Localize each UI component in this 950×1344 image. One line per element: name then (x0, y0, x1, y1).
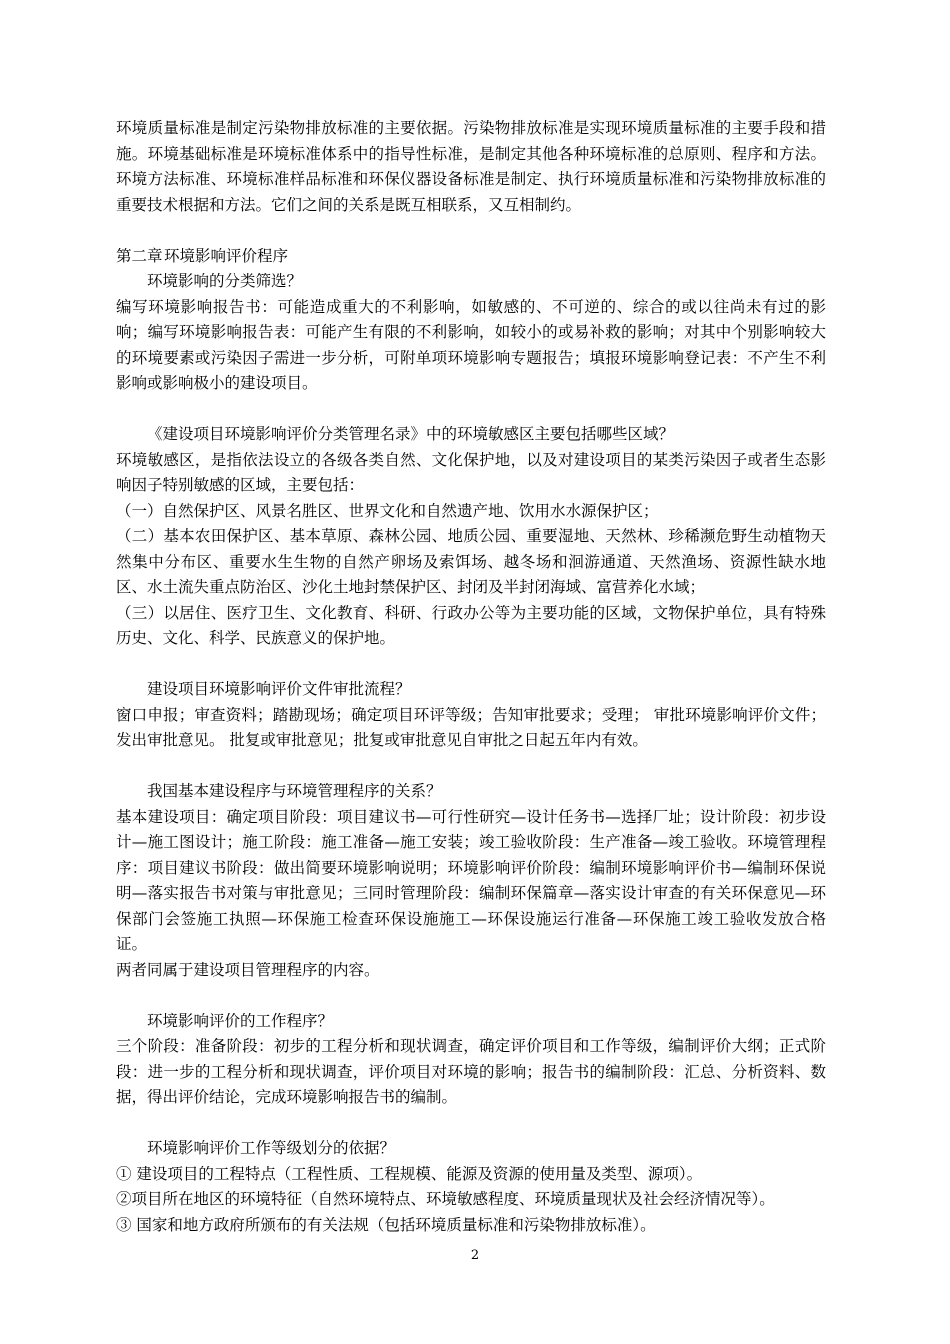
spacer (116, 1111, 826, 1137)
section-answer: 两者同属于建设项目管理程序的内容。 (116, 960, 380, 979)
chapter-title: 环境影响评价程序 (164, 246, 289, 265)
spacer (116, 652, 826, 678)
section-answer: 基本建设项目：确定项目阶段：项目建议书—可行性研究—设计任务书—选择厂址；设计阶段：初步设计—施工图设计；施工阶段：施工准备—施工安装；竣工验收阶段：生产准备—竣工验收。环境管理程序：项目建议书阶段：做出简要环境影响说明；环境影响评价阶段：编制环境影响评价书—编制环保说明—落实报告书对策与审批意见；三同时管理阶段：编制环保篇章—落实设计审查的有关环保意见—环保部门会签施工执照—环保施工检查环保设施施工—环保设施运行准备—环保施工竣工验收发放合格证。 (116, 807, 826, 953)
section-question: 环境影响评价工作等级划分的依据？ (147, 1139, 396, 1157)
chapter-number: 第二章 (116, 246, 163, 265)
section-work-procedure (116, 1009, 826, 1111)
section-answer: （二）基本农田保护区、基本草原、森林公园、地质公园、重要湿地、天然林、珍稀濒危野生动植物天然集中分布区、重要水生生物的自然产卵场及索饵场、越冬场和洄游通道、天然渔场、资源性缺水地区、水土流失重点防治区、沙化土地封禁保护区、封闭及半封闭海域、富营养化水域； (116, 527, 826, 596)
spacer (116, 397, 826, 423)
section-answer: 编写环境影响报告书：可能造成重大的不利影响，如敏感的、不可逆的、综合的或以往尚未有过的影响；编写环境影响报告表：可能产生有限的不利影响，如较小的或易补救的影响；对其中个别影响较大的环境要素或污染因子需进一步分析，可附单项环境影响专题报告；填报环境影响登记表：不产生不利影响或影响极小的建设项目。 (116, 297, 826, 392)
section-answer: （一）自然保护区、风景名胜区、世界文化和自然遗产地、饮用水水源保护区； (116, 501, 659, 520)
section-question: 《建设项目环境影响评价分类管理名录》中的环境敏感区主要包括哪些区域？ (147, 425, 675, 443)
chapter-heading (116, 244, 826, 270)
section-sensitive-areas (116, 422, 826, 652)
section-grading-basis (116, 1136, 826, 1238)
section-answer: 窗口申报；审查资料；踏勘现场；确定项目环评等级；告知审批要求；受理； 审批环境影响评价文件；发出审批意见。 批复或审批意见；批复或审批意见自审批之日起五年内有效。 (116, 705, 826, 749)
section-answer: （三）以居住、医疗卫生、文化教育、科研、行政办公等为主要功能的区域，文物保护单位，具有特殊历史、文化、科学、民族意义的保护地。 (116, 603, 826, 647)
section-construction-relationship (116, 779, 826, 983)
section-approval-process (116, 677, 826, 754)
intro-paragraph: 环境质量标准是制定污染物排放标准的主要依据。污染物排放标准是实现环境质量标准的主要手段和措施。环境基础标准是环境标准体系中的指导性标准，是制定其他各种环境标准的总原则、程序和方法。环境方法标准、环境标准样品标准和环保仪器设备标准是制定、执行环境质量标准和污染物排放标准的重要技术根据和方法。它们之间的关系是既互相联系，又互相制约。 (116, 119, 826, 214)
section-answer: ②项目所在地区的环境特征（自然环境特点、环境敏感程度、环境质量现状及社会经济情况等）。 (116, 1190, 775, 1208)
section-answer: 环境敏感区，是指依法设立的各级各类自然、文化保护地，以及对建设项目的某类污染因子或者生态影响因子特别敏感的区域，主要包括： (116, 450, 826, 494)
section-question: 建设项目环境影响评价文件审批流程？ (147, 680, 411, 698)
section-question: 环境影响评价的工作程序？ (147, 1011, 334, 1030)
section-question: 我国基本建设程序与环境管理程序的关系？ (147, 782, 442, 800)
document-page (116, 116, 826, 1238)
section-answer: ③ 国家和地方政府所颁布的有关法规（包括环境质量标准和污染物排放标准）。 (116, 1215, 656, 1234)
spacer (116, 983, 826, 1009)
spacer (116, 754, 826, 780)
section-answer: ① 建设项目的工程特点（工程性质、工程规模、能源及资源的使用量及类型、源项）。 (116, 1164, 703, 1183)
section-question: 环境影响的分类筛选？ (147, 272, 303, 290)
spacer (116, 218, 826, 244)
page-number: 2 (470, 1248, 480, 1263)
section-classification (116, 269, 826, 397)
section-answer: 三个阶段：准备阶段：初步的工程分析和现状调查，确定评价项目和工作等级，编制评价大纲；正式阶段：进一步的工程分析和现状调查，评价项目对环境的影响；报告书的编制阶段：汇总、分析资料、数据，得出评价结论，完成环境影响报告书的编制。 (116, 1037, 826, 1106)
